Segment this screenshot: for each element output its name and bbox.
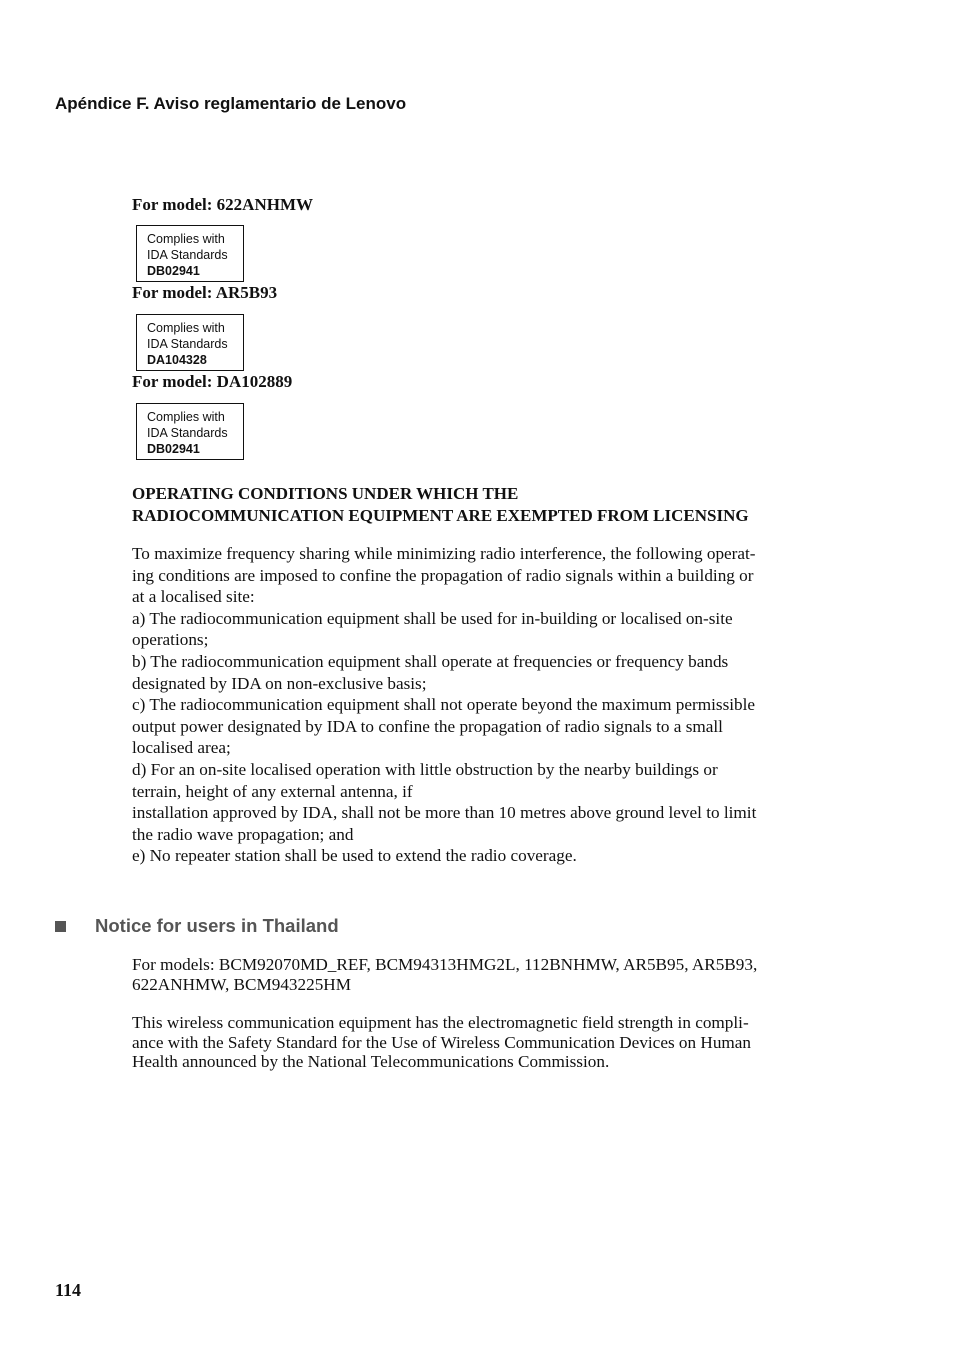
thailand-notice-heading xyxy=(55,915,339,937)
body-line: installation approved by IDA, shall not be more than 10 metres above ground level to limit xyxy=(132,803,757,823)
body-line: localised area; xyxy=(132,738,231,758)
body-line: b) The radiocommunication equipment shall operate at frequencies or frequency bands xyxy=(132,651,729,671)
body-line: at a localised site: xyxy=(132,587,255,607)
title-line: OPERATING CONDITIONS UNDER WHICH THE xyxy=(132,484,519,503)
body-line: terrain, height of any external antenna, if xyxy=(132,781,413,801)
model-label-ar5b93: For model: AR5B93 xyxy=(132,283,278,302)
operating-conditions-title xyxy=(132,483,749,527)
page-header-title: Apéndice F. Aviso reglamentario de Lenovo xyxy=(55,94,407,113)
body-line: output power designated by IDA to confine the propagation of radio signals to a small xyxy=(132,716,723,736)
paragraph-line: For models: BCM92070MD_REF, BCM94313HMG2L, 112BNHMW, AR5B95, AR5B93, xyxy=(132,955,758,974)
page-number: 114 xyxy=(55,1280,82,1300)
body-line: operations; xyxy=(132,630,209,650)
body-line: e) No repeater station shall be used to extend the radio coverage. xyxy=(132,846,577,866)
body-line: a) The radiocommunication equipment shall be used for in-building or localised on-site xyxy=(132,608,733,628)
title-line: RADIOCOMMUNICATION EQUIPMENT ARE EXEMPTED FROM LICENSING xyxy=(132,506,749,525)
thailand-models-paragraph xyxy=(132,955,757,994)
ida-box-line2: IDA Standards xyxy=(147,337,228,351)
paragraph-line: This wireless communication equipment has the electromagnetic field strength in compli- xyxy=(132,1013,749,1032)
ida-box-code: DB02941 xyxy=(147,264,200,278)
ida-compliance-box xyxy=(136,225,244,282)
paragraph-line: Health announced by the National Telecommunications Commission. xyxy=(132,1052,610,1071)
body-line: the radio wave propagation; and xyxy=(132,824,354,844)
body-line: designated by IDA on non-exclusive basis; xyxy=(132,673,427,693)
paragraph-line: ance with the Safety Standard for the Use of Wireless Communication Devices on Human xyxy=(132,1032,752,1052)
ida-box-code: DA104328 xyxy=(147,353,207,367)
ida-box-line1: Complies with xyxy=(147,321,225,335)
thailand-heading-text: Notice for users in Thailand xyxy=(95,915,339,936)
body-line: To maximize frequency sharing while minimizing radio interference, the following operat- xyxy=(132,544,756,563)
ida-box-line2: IDA Standards xyxy=(147,248,228,262)
ida-box-line1: Complies with xyxy=(147,232,225,246)
model-label-622anhmw: For model: 622ANHMW xyxy=(132,195,313,214)
body-line: c) The radiocommunication equipment shall not operate beyond the maximum permissible xyxy=(132,695,756,715)
paragraph-line: 622ANHMW, BCM943225HM xyxy=(132,974,352,994)
thailand-notice-paragraph xyxy=(132,1013,751,1072)
operating-conditions-body xyxy=(132,543,867,867)
square-bullet-icon xyxy=(55,921,66,932)
ida-box-line1: Complies with xyxy=(147,410,225,424)
ida-box-line2: IDA Standards xyxy=(147,426,228,440)
body-line: d) For an on-site localised operation with little obstruction by the nearby buildings or xyxy=(132,759,718,779)
body-line: ing conditions are imposed to confine the propagation of radio signals within a building or xyxy=(132,565,754,585)
ida-compliance-box xyxy=(136,314,244,371)
ida-box-code: DB02941 xyxy=(147,442,200,456)
model-label-da102889: For model: DA102889 xyxy=(132,372,293,391)
ida-compliance-box xyxy=(136,403,244,460)
